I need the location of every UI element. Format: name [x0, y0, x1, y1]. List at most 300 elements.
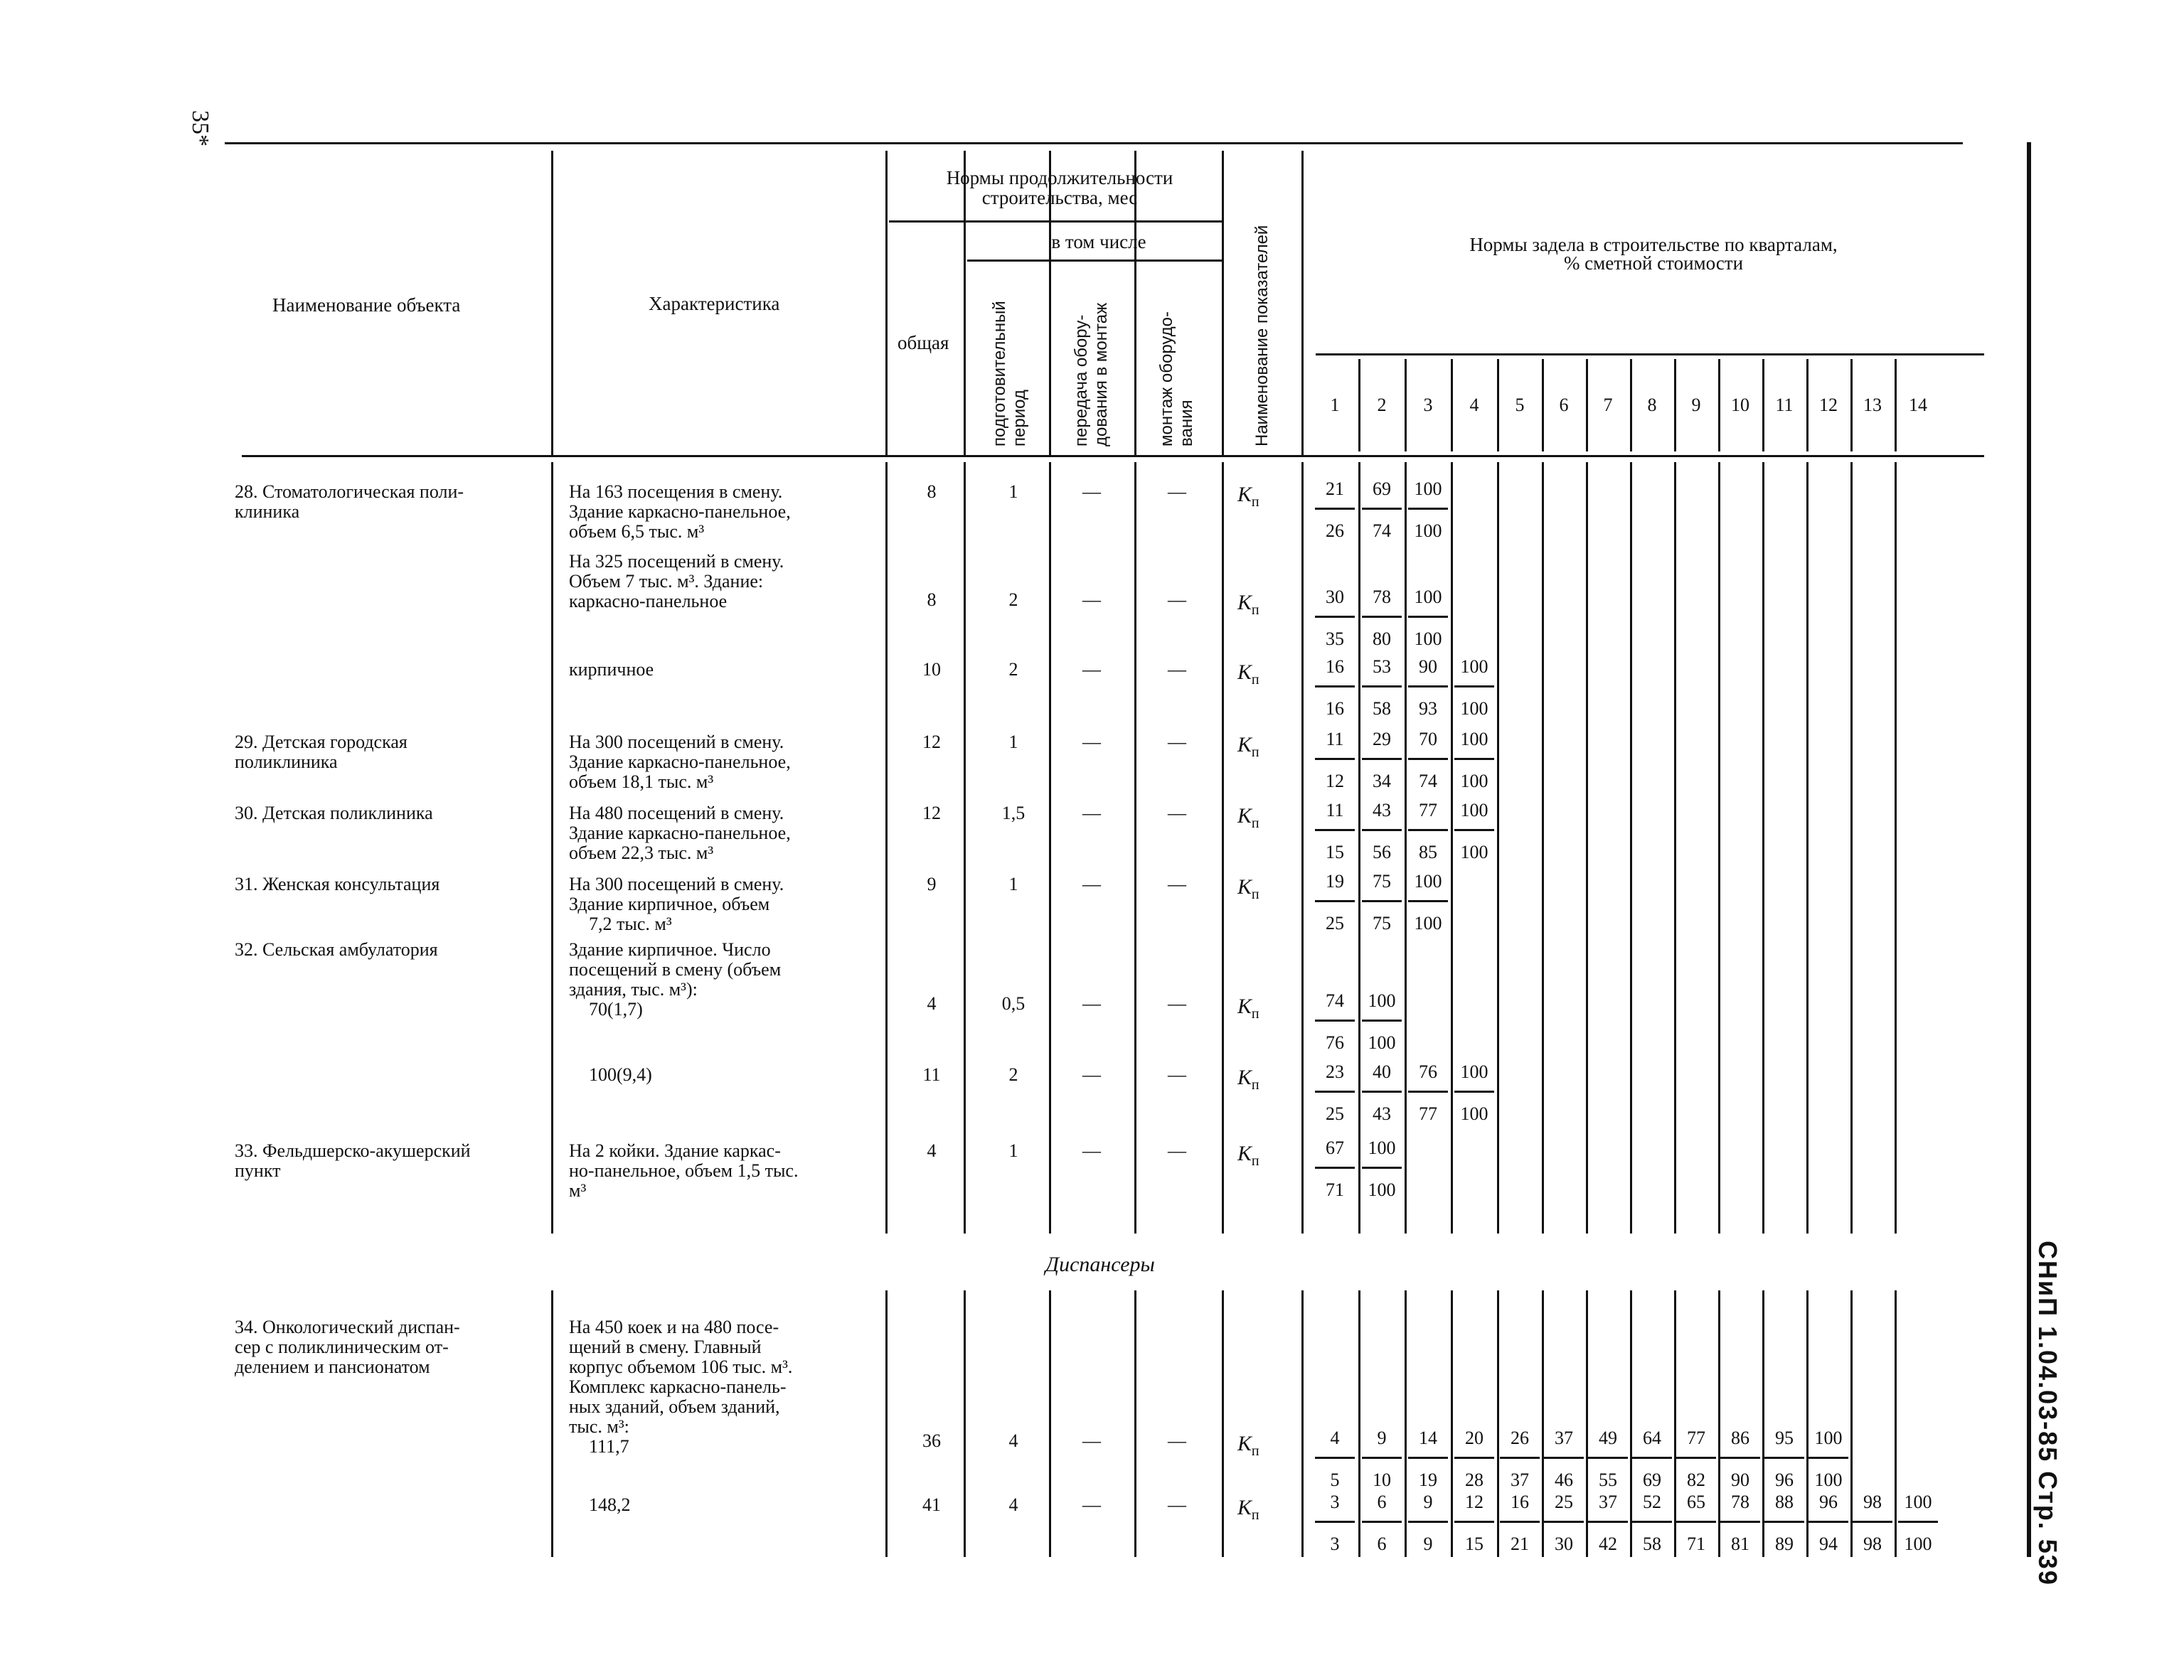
fraction-bar [1362, 829, 1402, 831]
fraction-bar [1315, 1521, 1355, 1523]
transfer-dash: — [1082, 1064, 1101, 1085]
transfer-dash: — [1082, 1430, 1101, 1451]
kp-letter: К [1237, 591, 1252, 614]
transfer-dash: — [1082, 993, 1101, 1014]
fraction-top: 49 [1599, 1428, 1617, 1448]
fraction-bottom: 35 [1326, 628, 1344, 650]
quarter-header-rule [1586, 359, 1588, 451]
indicator-kp [1237, 483, 1259, 510]
fraction-top: 100 [1368, 1138, 1396, 1158]
characteristic-line: корпус объемом 106 тыс. м³. [569, 1357, 793, 1377]
quarter-column-rule [1674, 462, 1676, 1234]
quarter-fraction [1404, 1492, 1452, 1554]
fraction-bar [1408, 616, 1448, 618]
quarter-header-rule [1630, 359, 1632, 451]
quarter-fraction [1311, 991, 1359, 1053]
characteristic-line: но-панельное, объем 1,5 тыс. [569, 1160, 799, 1181]
fraction-bottom: 42 [1599, 1534, 1617, 1555]
quarter-fraction [1358, 657, 1406, 719]
fraction-bottom: 81 [1731, 1534, 1749, 1555]
fraction-bottom: 19 [1419, 1470, 1437, 1491]
quarter-fraction [1716, 1492, 1764, 1554]
fraction-bar [1362, 616, 1402, 618]
quarter-fraction [1450, 1062, 1498, 1124]
fraction-top: 11 [1326, 800, 1344, 820]
fraction-bar [1720, 1457, 1760, 1459]
quarter-fraction [1311, 1062, 1359, 1124]
transfer-dash: — [1082, 659, 1101, 680]
prep-period: 0,5 [1001, 993, 1026, 1014]
fraction-top: 11 [1326, 729, 1344, 749]
fraction-bar [1454, 1091, 1494, 1093]
body-column-rule [1301, 1290, 1304, 1557]
fraction-top: 6 [1377, 1492, 1387, 1512]
quarter-fraction [1894, 1492, 1942, 1554]
characteristic-line: посещений в смену (объем [569, 959, 782, 980]
prep-period: 1 [1008, 1140, 1018, 1161]
fraction-bar [1315, 900, 1355, 902]
fraction-bar [1408, 900, 1448, 902]
characteristic-line: На 163 посещения в смену. [569, 481, 783, 502]
fraction-bottom: 80 [1373, 628, 1391, 650]
quarter-number: 9 [1691, 395, 1701, 415]
kp-subscript: п [1251, 1006, 1259, 1022]
fraction-top: 53 [1373, 656, 1391, 677]
characteristic-line: 70(1,7) [589, 999, 643, 1020]
fraction-bottom: 6 [1377, 1534, 1387, 1555]
header-indicators: Наименование показателей [1252, 225, 1272, 446]
object-name-line: 33. Фельдшерско-акушерский [235, 1140, 471, 1161]
fraction-bar [1362, 1521, 1402, 1523]
fraction-bottom: 9 [1423, 1534, 1433, 1555]
quarter-column-rule [1630, 462, 1632, 1234]
characteristic-line: кирпичное [569, 659, 654, 680]
header-backlog-line1: Нормы задела в строительстве по кварталам, [1469, 234, 1838, 255]
mount-dash: — [1168, 481, 1186, 502]
fraction-bottom: 58 [1643, 1534, 1661, 1555]
header-column-rule [551, 151, 553, 455]
fraction-bottom: 82 [1687, 1470, 1705, 1491]
fraction-top: 76 [1419, 1061, 1437, 1082]
header-prep-line1: подготовительный [990, 301, 1009, 446]
fraction-top: 30 [1326, 587, 1344, 607]
fraction-bar [1408, 1521, 1448, 1523]
quarter-fraction [1672, 1492, 1720, 1554]
fraction-top: 100 [1414, 871, 1442, 892]
body-column-rule [964, 462, 966, 1234]
quarter-header-rule [1405, 359, 1407, 451]
fraction-bottom: 100 [1414, 520, 1442, 542]
quarter-number: 13 [1863, 395, 1882, 415]
fraction-bottom: 16 [1326, 698, 1344, 719]
fraction-top: 100 [1460, 729, 1488, 749]
quarter-fraction [1404, 657, 1452, 719]
quarter-fraction [1450, 729, 1498, 791]
characteristic-line: щений в смену. Главный [569, 1337, 762, 1357]
fraction-bar [1315, 508, 1355, 510]
fraction-bottom: 94 [1819, 1534, 1838, 1555]
quarter-header-rule [1674, 359, 1676, 451]
quarter-fraction [1584, 1492, 1632, 1554]
quarter-fraction [1311, 479, 1359, 541]
header-prep-line2: период [1010, 390, 1029, 446]
kp-subscript: п [1251, 744, 1259, 760]
fraction-bottom: 43 [1373, 1103, 1391, 1125]
kp-subscript: п [1251, 602, 1259, 618]
fraction-top: 19 [1326, 871, 1344, 892]
fraction-top: 14 [1419, 1428, 1437, 1448]
fraction-bar [1676, 1457, 1716, 1459]
fraction-top: 75 [1373, 871, 1391, 892]
quarter-column-rule [1542, 462, 1544, 1234]
quarter-fraction [1358, 872, 1406, 933]
quarter-fraction [1404, 1062, 1452, 1124]
kp-letter: К [1237, 1496, 1252, 1519]
characteristic-line: Комплекс каркасно-панель- [569, 1376, 787, 1397]
fraction-bottom: 93 [1419, 698, 1437, 719]
fraction-bar [1315, 1091, 1355, 1093]
body-column-rule [551, 1290, 553, 1557]
fraction-bar [1362, 1457, 1402, 1459]
header-total: общая [897, 332, 949, 353]
quarter-fraction [1628, 1492, 1676, 1554]
kp-subscript: п [1251, 815, 1259, 831]
body-column-rule [1049, 1290, 1051, 1557]
quarter-number: 8 [1647, 395, 1657, 415]
prep-period: 1 [1008, 732, 1018, 752]
fraction-bar [1588, 1457, 1628, 1459]
fraction-top: 88 [1775, 1492, 1794, 1512]
indicator-kp [1237, 1066, 1259, 1093]
fraction-top: 70 [1419, 729, 1437, 749]
fraction-bar [1408, 829, 1448, 831]
fraction-bar [1454, 829, 1494, 831]
prep-period: 2 [1008, 659, 1018, 680]
fraction-top: 37 [1599, 1492, 1617, 1512]
quarter-fraction [1358, 991, 1406, 1053]
fraction-top: 78 [1373, 587, 1391, 607]
fraction-bar [1454, 1457, 1494, 1459]
fraction-bottom: 37 [1511, 1470, 1529, 1491]
characteristic-line: На 450 коек и на 480 посе- [569, 1317, 779, 1337]
object-name-line: 28. Стоматологическая поли- [235, 481, 464, 502]
fraction-bottom: 55 [1599, 1470, 1617, 1491]
object-name-line: сер с поликлиническим от- [235, 1337, 449, 1357]
quarter-header-rule [1895, 359, 1897, 451]
header-transfer-line2: дования в монтаж [1092, 302, 1111, 446]
body-column-rule [1301, 462, 1304, 1234]
object-name-line: 32. Сельская амбулатория [235, 939, 438, 960]
characteristic-line: Здание кирпичное, объем [569, 894, 770, 914]
fraction-bar [1362, 900, 1402, 902]
total-duration: 11 [922, 1064, 941, 1085]
fraction-top: 100 [1368, 990, 1396, 1011]
header-norms-line1: Нормы продолжительности [946, 167, 1173, 188]
fraction-bottom: 69 [1643, 1470, 1661, 1491]
fraction-bar [1408, 508, 1448, 510]
fraction-top: 40 [1373, 1061, 1391, 1082]
kp-letter: К [1237, 1432, 1252, 1455]
quarter-column-rule [1895, 462, 1897, 1234]
fraction-bar [1632, 1521, 1672, 1523]
characteristic-line: здания, тыс. м³): [569, 979, 698, 1000]
characteristic-line: объем 18,1 тыс. м³ [569, 771, 714, 792]
fraction-bottom: 34 [1373, 771, 1391, 792]
fraction-top: 12 [1465, 1492, 1483, 1512]
fraction-bar [1315, 758, 1355, 760]
quarter-fraction [1540, 1428, 1588, 1490]
indicator-kp [1237, 661, 1259, 687]
quarter-fraction [1311, 1138, 1359, 1200]
quarter-fraction [1496, 1492, 1544, 1554]
mount-dash: — [1168, 993, 1186, 1014]
incl-rule [967, 260, 1223, 262]
body-column-rule [551, 462, 553, 1234]
page-mark: 35* [187, 110, 213, 146]
quarter-fraction [1540, 1492, 1588, 1554]
characteristic-line: На 2 койки. Здание каркас- [569, 1140, 781, 1161]
characteristic-line: м³ [569, 1180, 587, 1201]
fraction-bottom: 26 [1326, 520, 1344, 542]
fraction-bar [1362, 1091, 1402, 1093]
quarter-number: 6 [1559, 395, 1569, 415]
fraction-bottom: 71 [1687, 1534, 1705, 1555]
object-name-line: поликлиника [235, 751, 338, 772]
header-bottom-rule [242, 455, 1984, 457]
body-column-rule [885, 462, 888, 1234]
total-duration: 36 [922, 1430, 941, 1451]
fraction-top: 96 [1819, 1492, 1838, 1512]
prep-period: 2 [1008, 1064, 1018, 1085]
quarter-fraction [1496, 1428, 1544, 1490]
fraction-top: 69 [1373, 478, 1391, 499]
fraction-bottom: 74 [1373, 520, 1391, 542]
fraction-top: 86 [1731, 1428, 1749, 1448]
body-column-rule [964, 1290, 966, 1557]
quarter-fraction [1311, 1492, 1359, 1554]
quarter-fraction [1358, 801, 1406, 862]
object-name-line: 30. Детская поликлиника [235, 803, 433, 823]
quarter-header-rule [1718, 359, 1720, 451]
prep-period: 4 [1008, 1430, 1018, 1451]
mount-dash: — [1168, 1430, 1186, 1451]
prep-period: 1 [1008, 481, 1018, 502]
header-incl: в том числе [1051, 231, 1146, 252]
fraction-bar [1408, 1091, 1448, 1093]
header-column-rule [1301, 151, 1304, 455]
fraction-top: 90 [1419, 656, 1437, 677]
object-name-line: клиника [235, 501, 300, 522]
characteristic-line: На 300 посещений в смену. [569, 732, 784, 752]
fraction-top: 20 [1465, 1428, 1483, 1448]
quarter-column-rule [1806, 462, 1809, 1234]
fraction-top: 37 [1555, 1428, 1573, 1448]
fraction-bar [1764, 1457, 1804, 1459]
quarter-number: 3 [1423, 395, 1433, 415]
body-column-rule [885, 1290, 888, 1557]
header-norms-line2: строительства, мес [981, 187, 1138, 208]
fraction-bar [1809, 1521, 1848, 1523]
kp-letter: К [1237, 995, 1252, 1018]
mount-dash: — [1168, 803, 1186, 823]
quarter-fraction [1311, 729, 1359, 791]
fraction-top: 65 [1687, 1492, 1705, 1512]
kp-subscript: п [1251, 1507, 1259, 1523]
fraction-bottom: 46 [1555, 1470, 1573, 1491]
fraction-bottom: 77 [1419, 1103, 1437, 1125]
kp-subscript: п [1251, 1077, 1259, 1093]
section-dispensaries: Диспансеры [1045, 1253, 1155, 1276]
object-name-line: пункт [235, 1160, 281, 1181]
fraction-bottom: 100 [1460, 771, 1488, 792]
quarter-fraction [1311, 657, 1359, 719]
fraction-bar [1362, 1020, 1402, 1022]
fraction-bottom: 100 [1414, 913, 1442, 934]
quarter-fraction [1404, 801, 1452, 862]
quarter-fraction [1358, 587, 1406, 649]
norms-rule [889, 220, 1223, 223]
fraction-bar [1315, 685, 1355, 687]
fraction-bottom: 100 [1460, 1103, 1488, 1125]
characteristic-line: Здание каркасно-панельное, [569, 823, 791, 843]
mount-dash: — [1168, 732, 1186, 752]
characteristic-line: объем 6,5 тыс. м³ [569, 521, 705, 542]
characteristic-line: Здание каркасно-панельное, [569, 751, 791, 772]
fraction-bottom: 25 [1326, 913, 1344, 934]
fraction-top: 43 [1373, 800, 1391, 820]
body-column-rule [1222, 1290, 1224, 1557]
fraction-bar [1315, 1167, 1355, 1169]
fraction-bottom: 71 [1326, 1179, 1344, 1201]
header-mount-line1: монтаж оборудо- [1157, 311, 1176, 446]
fraction-bottom: 100 [1460, 842, 1488, 863]
characteristic-line: На 300 посещений в смену. [569, 874, 784, 894]
characteristic-line: На 480 посещений в смену. [569, 803, 784, 823]
fraction-bottom: 3 [1330, 1534, 1340, 1555]
characteristic-line: 148,2 [589, 1494, 631, 1515]
indicator-kp [1237, 1143, 1259, 1169]
fraction-bottom: 100 [1904, 1534, 1932, 1555]
transfer-dash: — [1082, 874, 1101, 894]
object-name-line: делением и пансионатом [235, 1357, 430, 1377]
object-name-line: 34. Онкологический диспан- [235, 1317, 460, 1337]
fraction-top: 74 [1326, 990, 1344, 1011]
quarter-header-rule [1850, 359, 1853, 451]
quarter-fraction [1358, 1062, 1406, 1124]
quarter-fraction [1848, 1492, 1897, 1554]
fraction-bar [1500, 1457, 1540, 1459]
total-duration: 12 [922, 803, 941, 823]
quarter-fraction [1450, 1428, 1498, 1490]
fraction-bottom: 89 [1775, 1534, 1794, 1555]
quarter-fraction [1404, 479, 1452, 541]
quarter-fraction [1760, 1492, 1809, 1554]
quarter-number: 2 [1377, 395, 1387, 415]
fraction-bar [1853, 1521, 1892, 1523]
quarter-column-rule [1718, 462, 1720, 1234]
header-mount-line2: вания [1177, 400, 1196, 446]
total-duration: 4 [927, 1140, 937, 1161]
quarter-column-rule [1762, 462, 1764, 1234]
header-object-name: Наименование объекта [272, 294, 461, 316]
fraction-top: 9 [1377, 1428, 1387, 1448]
quarter-fraction [1672, 1428, 1720, 1490]
mount-dash: — [1168, 589, 1186, 610]
fraction-top: 21 [1326, 478, 1344, 499]
quarter-number: 11 [1775, 395, 1794, 415]
indicator-kp [1237, 1433, 1259, 1459]
mount-dash: — [1168, 1064, 1186, 1085]
total-duration: 12 [922, 732, 941, 752]
fraction-bottom: 85 [1419, 842, 1437, 863]
fraction-bar [1764, 1521, 1804, 1523]
transfer-dash: — [1082, 589, 1101, 610]
kp-letter: К [1237, 733, 1252, 756]
fraction-top: 100 [1460, 800, 1488, 820]
quarter-fraction [1716, 1428, 1764, 1490]
fraction-bottom: 58 [1373, 698, 1391, 719]
fraction-bottom: 15 [1465, 1534, 1483, 1555]
fraction-top: 78 [1731, 1492, 1749, 1512]
fraction-top: 100 [1414, 478, 1442, 499]
object-name-line: 29. Детская городская [235, 732, 407, 752]
characteristic-line: каркасно-панельное [569, 591, 728, 611]
fraction-bar [1454, 758, 1494, 760]
kp-subscript: п [1251, 672, 1259, 687]
fraction-top: 16 [1326, 656, 1344, 677]
fraction-bottom: 100 [1814, 1470, 1843, 1491]
quarter-number: 5 [1515, 395, 1525, 415]
kp-letter: К [1237, 1066, 1252, 1089]
quarter-fraction [1311, 587, 1359, 649]
quarter-fraction [1450, 1492, 1498, 1554]
body-column-rule [1049, 462, 1051, 1234]
fraction-bar [1315, 1020, 1355, 1022]
quarter-fraction [1804, 1492, 1853, 1554]
characteristic-line: На 325 посещений в смену. [569, 551, 784, 572]
fraction-bottom: 100 [1460, 698, 1488, 719]
header-characteristic: Характеристика [649, 293, 780, 314]
indicator-kp [1237, 734, 1259, 760]
fraction-bar [1408, 758, 1448, 760]
fraction-bar [1362, 758, 1402, 760]
quarter-number: 7 [1603, 395, 1613, 415]
body-column-rule [1222, 462, 1224, 1234]
quarter-column-rule [1586, 462, 1588, 1234]
quarter-number: 10 [1731, 395, 1749, 415]
indicator-kp [1237, 876, 1259, 902]
fraction-bar [1454, 685, 1494, 687]
characteristic-line: Объем 7 тыс. м³. Здание: [569, 571, 764, 592]
quarter-fraction [1358, 1492, 1406, 1554]
quarter-fraction [1760, 1428, 1809, 1490]
kp-letter: К [1237, 660, 1252, 684]
fraction-bar [1632, 1457, 1672, 1459]
side-title: СНиП 1.04.03-85 Стр. 539 [2033, 1241, 2062, 1586]
quarter-fraction [1311, 801, 1359, 862]
quarter-fraction [1311, 1428, 1359, 1490]
header-transfer-line1: передача обору- [1072, 314, 1091, 446]
characteristic-line: 111,7 [589, 1436, 629, 1457]
mount-dash: — [1168, 1494, 1186, 1515]
prep-period: 1,5 [1001, 803, 1026, 823]
total-duration: 10 [922, 659, 941, 680]
fraction-bottom: 30 [1555, 1534, 1573, 1555]
fraction-bottom: 100 [1368, 1032, 1396, 1054]
fraction-bar [1500, 1521, 1540, 1523]
fraction-bottom: 56 [1373, 842, 1391, 863]
quarter-fraction [1404, 872, 1452, 933]
